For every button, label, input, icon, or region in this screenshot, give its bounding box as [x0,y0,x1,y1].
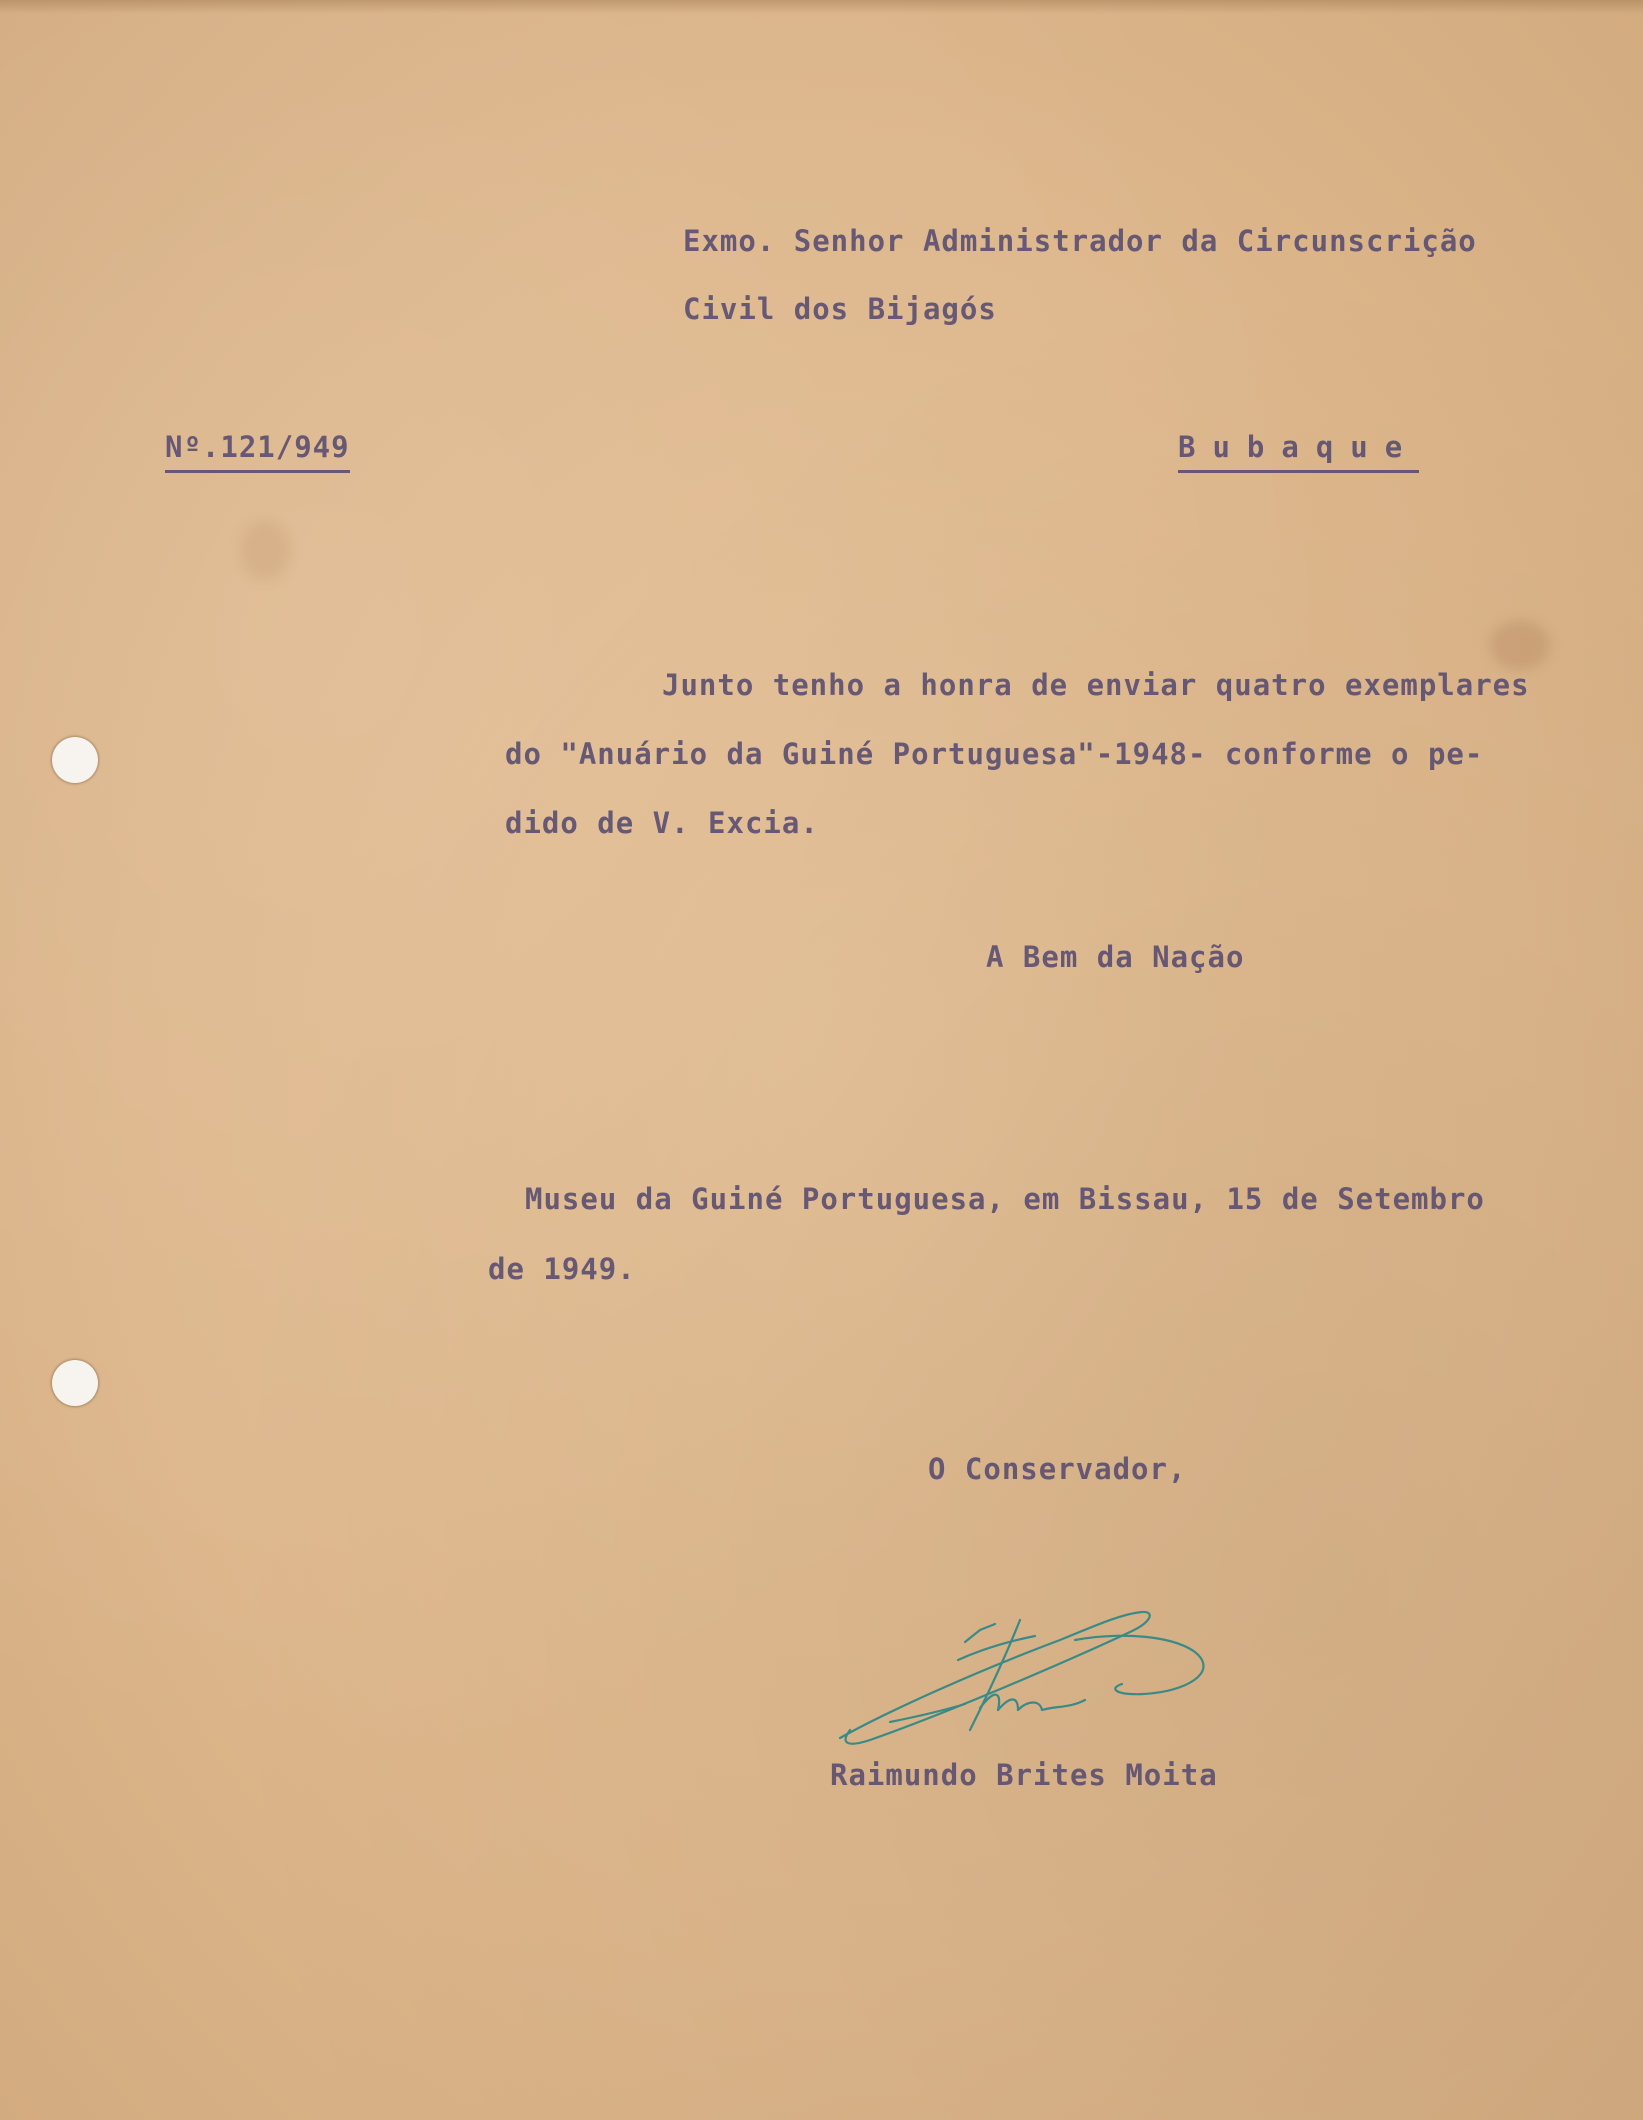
addressee-line-2: Civil dos Bijagós [683,292,997,326]
signatory-name: Raimundo Brites Moita [830,1758,1218,1792]
salutation: A Bem da Nação [986,940,1245,974]
closing-title: O Conservador, [928,1452,1187,1486]
handwritten-signature [830,1600,1220,1750]
body-line-3: dido de V. Excia. [505,806,819,840]
punch-hole-icon [52,737,98,783]
reference-number: Nº.121/949 [165,430,350,473]
body-line-2: do "Anuário da Guiné Portuguesa"-1948- conforme o pe- [505,737,1484,771]
place-date-line-2: de 1949. [488,1252,636,1286]
paper-stain [1490,620,1550,670]
punch-hole-icon [52,1360,98,1406]
destination-location: Bubaque [1178,430,1419,473]
addressee-line-1: Exmo. Senhor Administrador da Circunscrição [683,224,1477,258]
paper-stain [240,520,290,580]
paper-edge [0,0,1643,14]
place-date-line-1: Museu da Guiné Portuguesa, em Bissau, 15 de Setembro [525,1182,1485,1216]
body-line-1: Junto tenho a honra de enviar quatro exemplares [662,668,1530,702]
